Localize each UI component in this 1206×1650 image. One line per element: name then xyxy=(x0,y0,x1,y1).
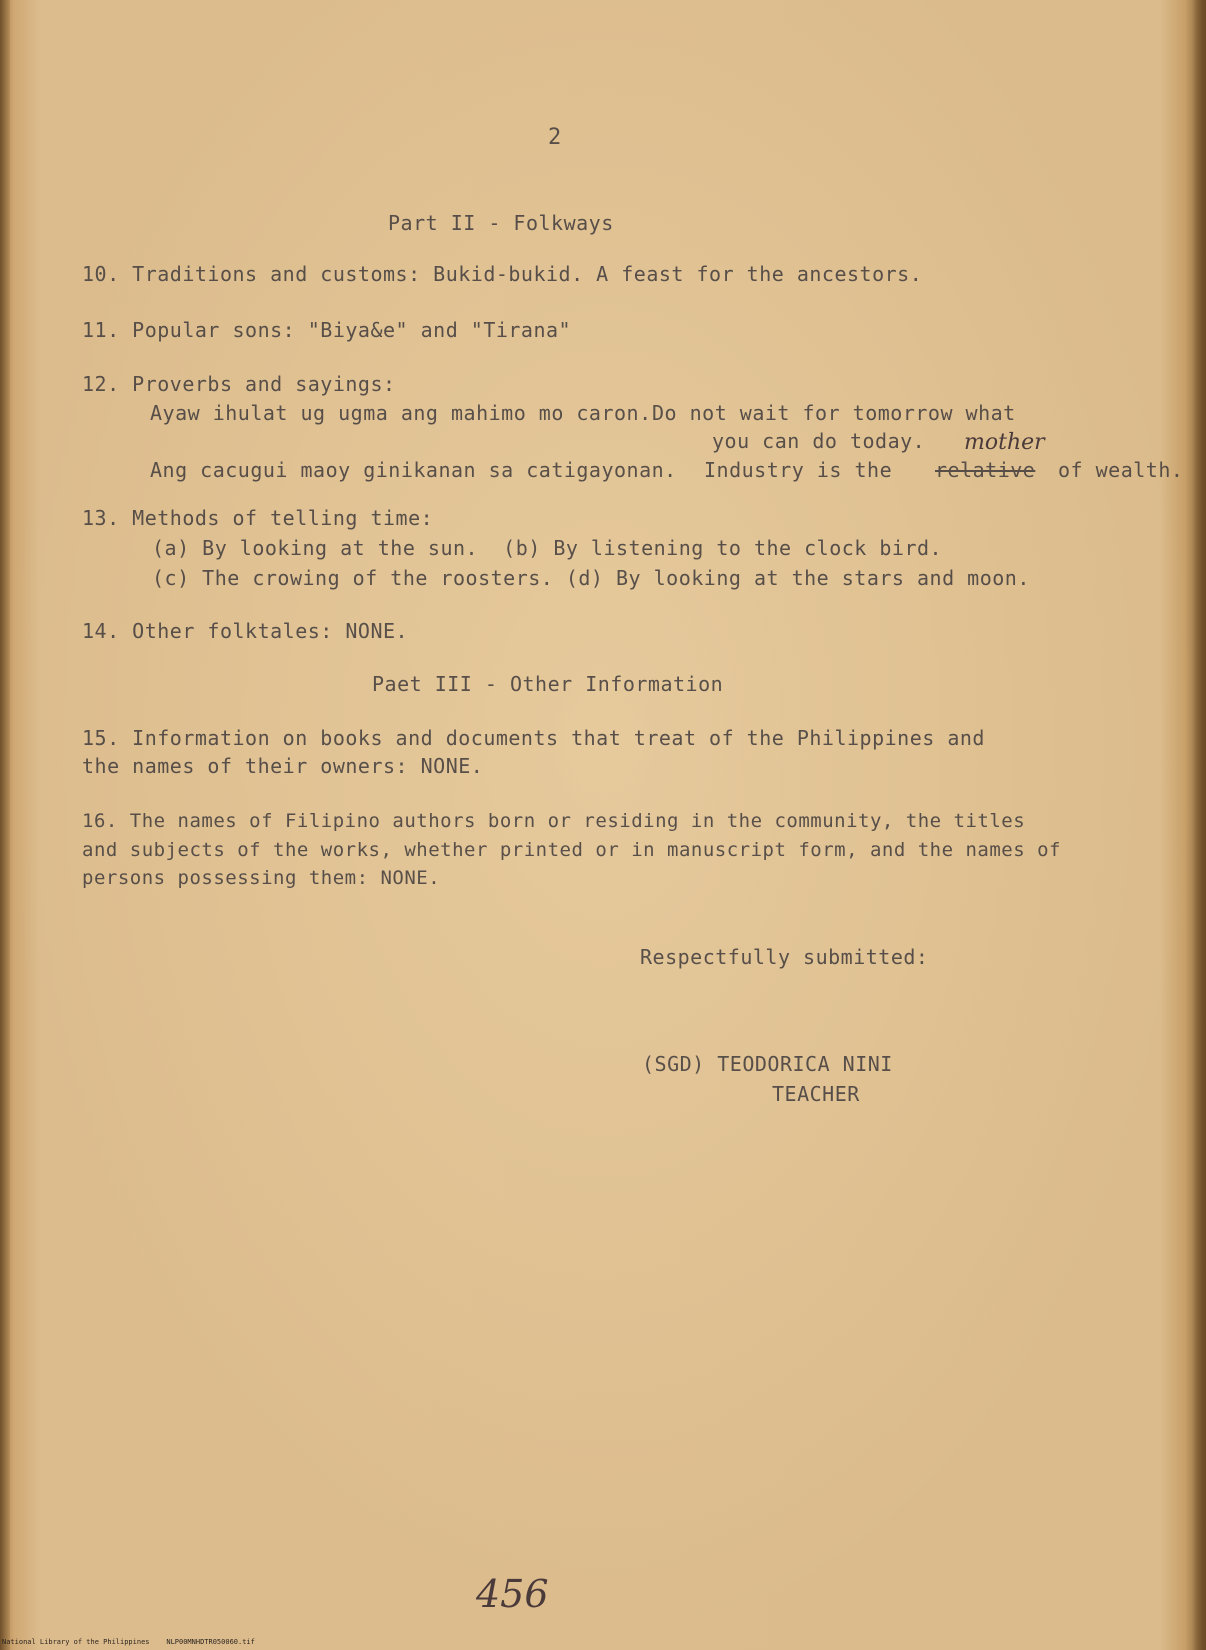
translation-2-struck: relative xyxy=(935,458,1036,482)
item-11: 11. Popular sons: "Biya&e" and "Tirana" xyxy=(82,318,572,342)
handwritten-page-number: 456 xyxy=(476,1572,549,1616)
item-15-line2: the names of their owners: NONE. xyxy=(82,754,484,778)
translation-2-post: of wealth. xyxy=(1058,458,1184,482)
item-16-line2: and subjects of the works, whether printed or in manuscript form, and the names of xyxy=(82,839,1061,861)
page-edge xyxy=(1192,0,1206,1650)
binding-edge xyxy=(0,0,10,1650)
handwritten-correction: mother xyxy=(964,430,1045,455)
item-10: 10. Traditions and customs: Bukid-bukid. A feast for the ancestors. xyxy=(82,262,923,286)
item-13-heading: 13. Methods of telling time: xyxy=(82,506,434,530)
item-16-line3: persons possessing them: NONE. xyxy=(82,867,441,889)
item-13-line2: (c) The crowing of the roosters. (d) By looking at the stars and moon. xyxy=(152,566,1030,590)
translation-1b: you can do today. xyxy=(712,429,926,453)
item-16-line1: 16. The names of Filipino authors born or residing in the community, the titles xyxy=(82,810,1026,832)
part3-heading: Paet III - Other Information xyxy=(372,672,724,696)
signature-title: TEACHER xyxy=(772,1082,860,1106)
translation-1a: Do not wait for tomorrow what xyxy=(652,401,1016,425)
item-14: 14. Other folktales: NONE. xyxy=(82,619,409,643)
page-number: 2 xyxy=(548,125,562,150)
part2-heading: Part II - Folkways xyxy=(388,211,614,235)
closing: Respectfully submitted: xyxy=(640,945,929,969)
item-15-line1: 15. Information on books and documents that treat of the Philippines and xyxy=(82,726,985,750)
item-13-line1: (a) By looking at the sun. (b) By listening to the clock bird. xyxy=(152,536,943,560)
item-12-heading: 12. Proverbs and sayings: xyxy=(82,372,396,396)
proverb-2: Ang cacugui maoy ginikanan sa catigayonan. xyxy=(150,458,677,482)
signature-name: (SGD) TEODORICA NINI xyxy=(642,1052,893,1076)
archive-footer: National Library of the Philippines NLP00MNHDTR050060.tif xyxy=(2,1638,255,1646)
translation-2-pre: Industry is the xyxy=(704,458,893,482)
proverb-1: Ayaw ihulat ug ugma ang mahimo mo caron. xyxy=(150,401,652,425)
